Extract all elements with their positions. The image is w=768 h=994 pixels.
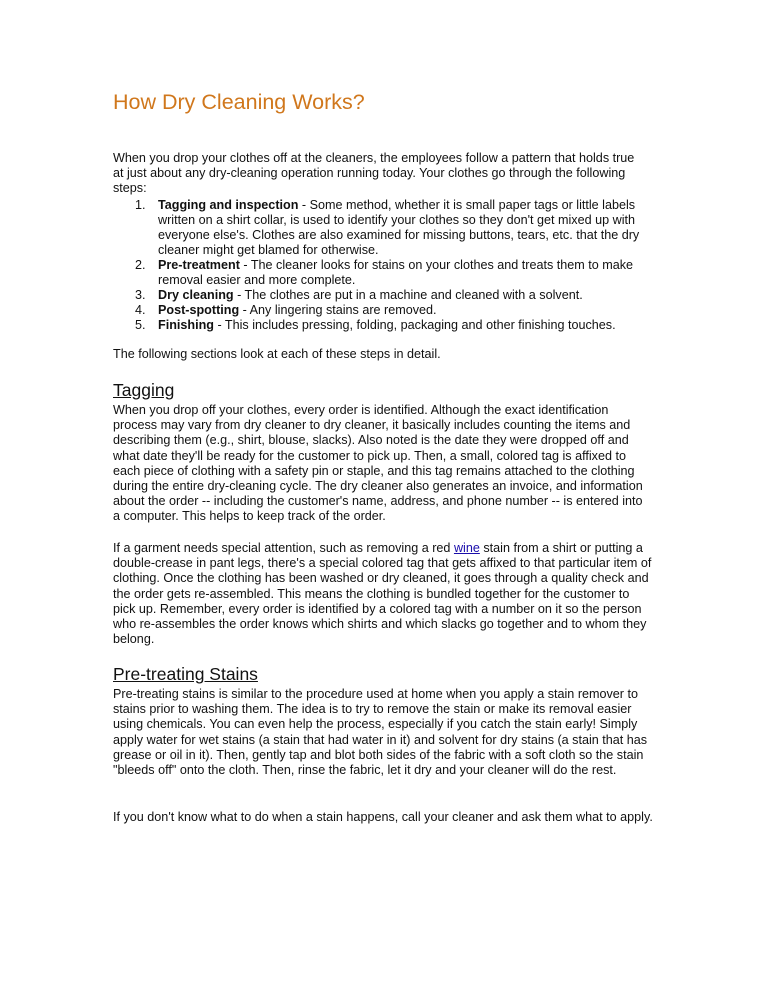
tagging-paragraph-2-start: If a garment needs special attention, such as removing a red [113,541,454,555]
pretreating-paragraph-1: Pre-treating stains is similar to the procedure used at home when you apply a stain remover to stains prior to washing them. The idea is to try to remove the stain or make its removal easier using chemicals. You can even help the process, especially if you catch the stain early! Simply apply water for wet stains (a stain that had water in it) and solvent for dry stains (a stain that has grease or oil in it). Then, gently tap and blot both sides of the fabric with a soft cloth so the stain "bleeds off" onto the cloth. Then, rinse the fabric, let it dry and your cleaner will do the rest. [113,687,648,778]
list-item-number: 3. [135,288,146,302]
steps-summary: The following sections look at each of these steps in detail. [113,347,441,361]
list-item [113,318,643,333]
list-item-term: Tagging and inspection [158,198,299,212]
list-item-term: Finishing [158,318,214,332]
tagging-paragraph-2 [113,541,653,647]
list-item-number: 5. [135,318,146,332]
pretreating-paragraph-2: If you don't know what to do when a stain happens, call your cleaner and ask them what to apply. [113,810,653,824]
list-item-term: Pre-treatment [158,258,240,272]
list-item-number: 4. [135,303,146,317]
steps-list [113,198,653,333]
section-heading-tagging: Tagging [113,380,175,400]
intro-paragraph: When you drop your clothes off at the cleaners, the employees follow a pattern that holds true at just about any dry-cleaning operation running today. Your clothes go through the following steps: [113,151,635,195]
list-item-text: - This includes pressing, folding, packaging and other finishing touches. [213,318,616,332]
list-item-text: - Any lingering stains are removed. [239,303,437,317]
list-item-term: Post-spotting [158,303,240,317]
section-heading-pretreating: Pre-treating Stains [113,664,258,684]
document-title: How Dry Cleaning Works? [113,90,365,114]
list-item-number: 1. [135,198,146,212]
list-item [113,288,643,303]
list-item-term: Dry cleaning [158,288,234,302]
tagging-paragraph-2-end: stain from a shirt or putting a double-crease in pant legs, there's a special colored tag that gets affixed to that particular item of clothing. Once the clothing has been washed or dry cleaned, it goes through a quality check and the order gets re-assembled. This means the clothing is bundled together for the customer to pick up. Remember, every order is identified by a colored tag with a number on it so the person who re-assembles the order knows which shirts and which slacks go together and to whom they belong. [113,541,652,647]
list-item-text: - The cleaner looks for stains on your clothes and treats them to make removal easier and more complete. [158,258,634,287]
list-item [113,303,643,318]
wine-link[interactable]: wine [453,541,480,555]
list-item [113,258,643,288]
tagging-paragraph-1: When you drop off your clothes, every order is identified. Although the exact identification process may vary from dry cleaner to dry cleaner, it basically includes counting the items and describing them (e.g., shirt, blouse, slacks). Also noted is the date they were dropped off and what date they'll be ready for the customer to pick up. Then, a small, colored tag is affixed to each piece of clothing with a safety pin or staple, and this tag remains attached to the clothing during the entire dry-cleaning cycle. The dry cleaner also generates an invoice, and information about the order -- including the customer's name, address, and phone number -- is entered into a computer. This helps to keep track of the order. [113,403,643,524]
list-item-text: - Some method, whether it is small paper tags or little labels written on a shirt collar, is used to identify your clothes so they don't get mixed up with everyone else's. Clothes are also examined for missing buttons, tears, etc. that the dry cleaner might get blamed for otherwise. [158,198,640,257]
list-item [113,198,643,258]
list-item-text: - The clothes are put in a machine and cleaned with a solvent. [233,288,583,302]
list-item-number: 2. [135,258,146,272]
